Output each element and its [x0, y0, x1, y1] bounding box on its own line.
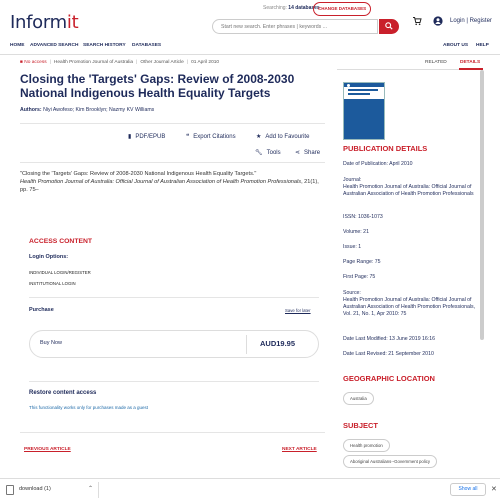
source-label: Source:	[343, 290, 361, 296]
nav-advanced-search[interactable]: ADVANCED SEARCH	[30, 43, 79, 48]
sidebar-scrollbar[interactable]	[480, 70, 484, 340]
export-icon: ❝	[186, 134, 190, 140]
download-divider	[98, 482, 99, 498]
citation-text: "Closing the 'Targets' Gaps: Review of 2008-2030 National Indigenous Health Equality Targets." Health Promotion Journal of Australia: Official Journal of Australian Association of Health Promotion Professionals, 21(1), pp. 75–	[20, 171, 319, 194]
buy-divider	[246, 335, 247, 354]
article-title: Closing the 'Targets' Gaps: Review of 2008-2030 National Indigenous Health Equality Targets	[20, 72, 295, 100]
download-bar	[0, 478, 500, 500]
article-meta-breadcrumb: ■ No access | Health Promotion Journal of Australia | Other Journal Article | 01 April 2010	[20, 60, 220, 65]
access-content-heading: ACCESS CONTENT	[29, 238, 93, 245]
subject-tag[interactable]: Aboriginal Australians--Government policy	[343, 455, 437, 468]
login-options-heading: Login Options:	[29, 254, 69, 260]
volume: Volume: 21	[343, 229, 369, 235]
source-value: Health Promotion Journal of Australia: Official Journal of Australian Association of Health Promotion Professionals, Vol. 21, No. 1, Apr 2010: 75	[343, 297, 476, 317]
tools-divider-top	[20, 123, 325, 124]
nav-help[interactable]: HELP	[476, 43, 489, 48]
date-last-revised: Date Last Revised: 21 September 2010	[343, 351, 434, 357]
buy-now-option[interactable]	[29, 330, 319, 358]
geo-tag-australia[interactable]: Australia	[343, 392, 374, 405]
download-file-name[interactable]: download (1)	[19, 486, 51, 492]
institutional-login-link[interactable]: INSTITUTIONAL LOGIN	[29, 281, 76, 286]
issue: Issue: 1	[343, 244, 362, 250]
cart-icon[interactable]	[412, 16, 422, 26]
search-icon	[385, 22, 393, 30]
user-account-icon[interactable]	[433, 16, 443, 26]
chevron-up-icon[interactable]: ⌃	[88, 486, 94, 492]
breadcrumb-date: 01 April 2010	[191, 60, 220, 65]
date-of-publication: Date of Publication: April 2010	[343, 161, 413, 167]
search-input[interactable]	[212, 19, 378, 34]
restore-divider	[29, 381, 319, 382]
nav-about-us[interactable]: ABOUT US	[443, 43, 469, 48]
subject-tag[interactable]: Health promotion	[343, 439, 390, 452]
publication-details-heading: PUBLICATION DETAILS	[343, 144, 428, 153]
searching-databases-text: Searching: 14 databases	[263, 5, 320, 11]
first-page: First Page: 75	[343, 274, 376, 280]
tab-related[interactable]: RELATED	[425, 60, 447, 65]
main-navigation	[0, 40, 500, 52]
save-for-later-link[interactable]: Save for later	[285, 308, 311, 313]
search-button[interactable]	[379, 19, 399, 34]
nav-home[interactable]: HOME	[10, 43, 25, 48]
active-tab-indicator	[459, 68, 483, 70]
document-icon: ▮	[128, 134, 132, 140]
pdf-epub-button[interactable]: ▮ PDF/EPUB	[128, 134, 166, 140]
journal-value: Health Promotion Journal of Australia: Official Journal of Australian Association of Health Promotion Professionals	[343, 184, 474, 197]
access-divider	[29, 297, 319, 298]
page-range: Page Range: 75	[343, 259, 381, 265]
journal-cover-image	[343, 82, 385, 140]
breadcrumb-journal[interactable]: Health Promotion Journal of Australia	[53, 60, 134, 65]
share-icon: ⋖	[295, 150, 301, 156]
nav-databases[interactable]: DATABASES	[132, 43, 162, 48]
next-article-link[interactable]: NEXT ARTICLE	[282, 447, 317, 452]
issn: ISSN: 1036-1073	[343, 214, 383, 220]
purchase-heading: Purchase	[29, 307, 54, 313]
breadcrumb-type: Other Journal Article	[140, 60, 184, 65]
journal-label: Journal:	[343, 177, 362, 183]
authors-list[interactable]: Niyi Awofeso; Kim Brooklyn; Nazmy KV Williams	[43, 107, 155, 113]
restore-access-heading: Restore content access	[29, 390, 97, 396]
informit-logo[interactable]: Informit	[10, 12, 79, 33]
restore-access-note[interactable]: This functionality works only for purchases made as a guest	[29, 405, 149, 410]
close-icon[interactable]: ✕	[491, 486, 497, 493]
no-access-badge: ■ No access	[20, 60, 47, 65]
nav-search-history[interactable]: SEARCH HISTORY	[83, 43, 126, 48]
date-last-modified: Date Last Modified: 13 June 2019 16:16	[343, 336, 435, 342]
change-databases-button[interactable]: CHANGE DATABASES	[313, 2, 371, 16]
previous-article-link[interactable]: PREVIOUS ARTICLE	[24, 447, 71, 452]
share-button[interactable]: ⋖ Share	[295, 150, 321, 156]
add-to-favourite-button[interactable]: ★ Add to Favourite	[256, 134, 310, 140]
star-icon: ★	[256, 134, 262, 140]
subject-heading: SUBJECT	[343, 421, 379, 430]
header-divider	[0, 54, 500, 55]
login-register-link[interactable]: Login | Register	[450, 18, 492, 24]
tools-divider-bottom	[20, 162, 325, 163]
tab-details[interactable]: DETAILS	[460, 60, 481, 65]
buy-now-label: Buy Now	[40, 340, 63, 346]
file-icon	[6, 485, 14, 495]
geographic-location-heading: GEOGRAPHIC LOCATION	[343, 374, 435, 383]
pager-divider	[20, 432, 325, 433]
export-citations-button[interactable]: ❝ Export Citations	[186, 134, 236, 140]
show-all-button[interactable]: Show all	[450, 483, 486, 496]
wrench-icon: 🔧︎	[255, 150, 263, 156]
article-authors: Authors: Niyi Awofeso; Kim Brooklyn; Nazmy KV Williams	[20, 107, 155, 113]
tools-button[interactable]: 🔧︎ Tools	[255, 150, 281, 156]
price-label: AUD19.95	[260, 339, 296, 348]
individual-login-link[interactable]: INDIVIDUAL LOGIN/REGISTER	[29, 270, 91, 275]
